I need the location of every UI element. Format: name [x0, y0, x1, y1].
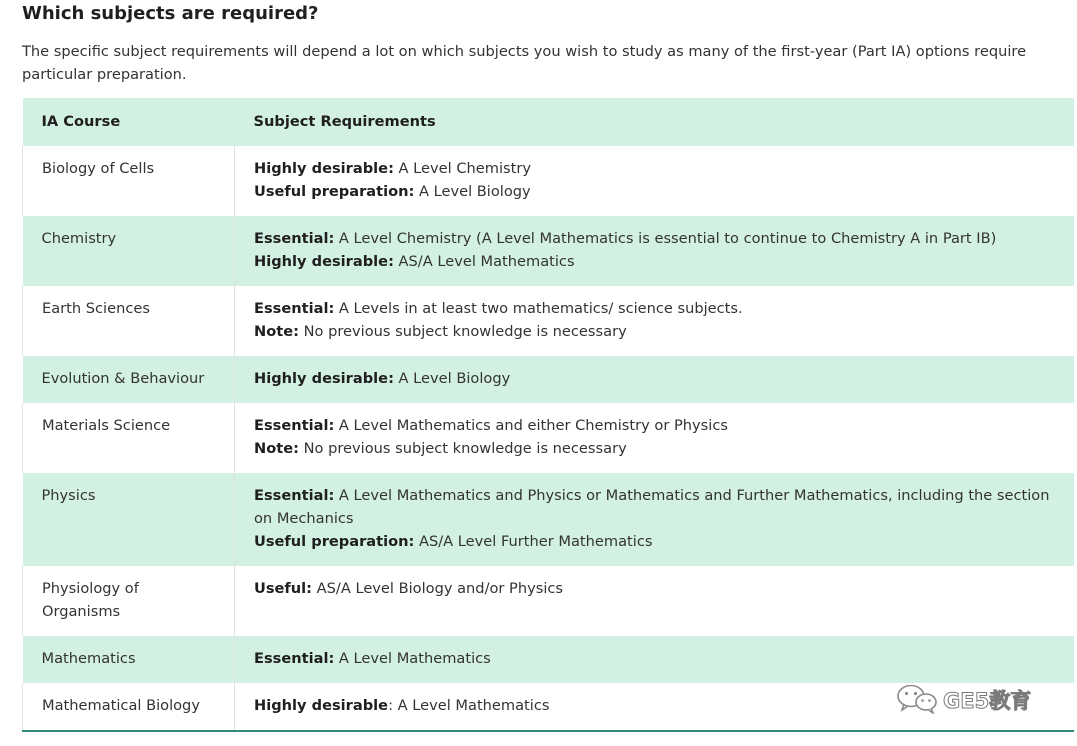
requirement-line [254, 437, 1055, 460]
requirement-text: AS/A Level Mathematics [393, 253, 575, 270]
requirement-text: No previous subject knowledge is necessary [298, 323, 627, 340]
requirements-cell [235, 146, 1075, 216]
requirement-text: No previous subject knowledge is necessary [298, 440, 627, 457]
table-header-row [23, 98, 1075, 146]
requirement-text: A Level Biology [414, 183, 531, 200]
wechat-icon [895, 682, 939, 718]
course-name-cell: Mathematics [23, 636, 235, 683]
requirement-line [254, 320, 1055, 343]
table-row [23, 286, 1075, 356]
table-row [23, 216, 1075, 286]
requirement-text: A Level Mathematics [334, 650, 491, 667]
requirements-table [22, 98, 1074, 732]
requirement-line [254, 367, 1055, 390]
requirement-line [254, 530, 1055, 553]
table-row [23, 566, 1075, 636]
requirement-text: A Level Biology [393, 370, 511, 387]
table-row [23, 146, 1075, 216]
requirement-label: Highly desirable [254, 697, 389, 714]
table-row [23, 356, 1075, 403]
course-name-cell: Chemistry [23, 216, 235, 286]
requirement-line [254, 647, 1055, 670]
requirement-label: Highly desirable: [254, 370, 394, 387]
course-name-cell: Materials Science [23, 403, 235, 473]
requirement-text: A Levels in at least two mathematics/ science subjects. [334, 300, 743, 317]
course-name-cell: Biology of Cells [23, 146, 235, 216]
requirement-text: A Level Mathematics and Physics or Mathematics and Further Mathematics, including the section on Mechanics [254, 487, 1050, 527]
requirement-label: Essential: [254, 650, 335, 667]
requirement-line [254, 157, 1055, 180]
requirement-label: Useful: [254, 580, 313, 597]
requirements-cell [235, 356, 1075, 403]
page-heading: Which subjects are required? [22, 3, 319, 24]
table-row [23, 636, 1075, 683]
header-ia-course: IA Course [41, 113, 121, 130]
requirements-cell [235, 566, 1075, 636]
requirement-label: Note: [254, 323, 299, 340]
requirement-line [254, 414, 1055, 437]
table-row [23, 403, 1075, 473]
requirement-label: Essential: [254, 487, 335, 504]
course-name-cell: Evolution & Behaviour [23, 356, 235, 403]
requirement-text: AS/A Level Biology and/or Physics [312, 580, 564, 597]
requirement-line [254, 577, 1055, 600]
requirement-text: A Level Chemistry [393, 160, 531, 177]
course-name-cell: Physics [23, 473, 235, 566]
requirements-cell [235, 216, 1075, 286]
requirement-label: Useful preparation: [254, 183, 415, 200]
requirement-label: Essential: [254, 230, 335, 247]
requirement-text: A Level Chemistry (A Level Mathematics is essential to continue to Chemistry A in Part IB) [334, 230, 997, 247]
requirements-cell [235, 636, 1075, 683]
table-row [23, 473, 1075, 566]
course-name-cell: Physiology of Organisms [23, 566, 235, 636]
requirement-line [254, 297, 1055, 320]
requirement-text: AS/A Level Further Mathematics [414, 533, 653, 550]
header-subject-requirements: Subject Requirements [253, 113, 436, 130]
requirement-line [254, 180, 1055, 203]
intro-paragraph: The specific subject requirements will depend a lot on which subjects you wish to study as many of the first-year (Part IA) options require particular preparation. [22, 43, 1027, 83]
requirement-line [254, 250, 1055, 273]
requirement-label: Highly desirable: [254, 253, 394, 270]
requirement-label: Useful preparation: [254, 533, 415, 550]
requirement-line [254, 227, 1055, 250]
requirement-text: A Level Mathematics and either Chemistry or Physics [334, 417, 728, 434]
requirement-label: Highly desirable: [254, 160, 394, 177]
requirement-line [254, 484, 1055, 530]
requirement-label: Note: [254, 440, 299, 457]
watermark [895, 682, 1031, 718]
requirements-cell [235, 403, 1075, 473]
requirement-text: : A Level Mathematics [388, 697, 550, 714]
requirement-label: Essential: [254, 300, 335, 317]
watermark-text: GE5教育 [943, 689, 1032, 713]
requirements-cell [235, 286, 1075, 356]
requirements-cell [235, 473, 1075, 566]
course-name-cell: Earth Sciences [23, 286, 235, 356]
course-name-cell: Mathematical Biology [23, 683, 235, 731]
requirement-label: Essential: [254, 417, 335, 434]
